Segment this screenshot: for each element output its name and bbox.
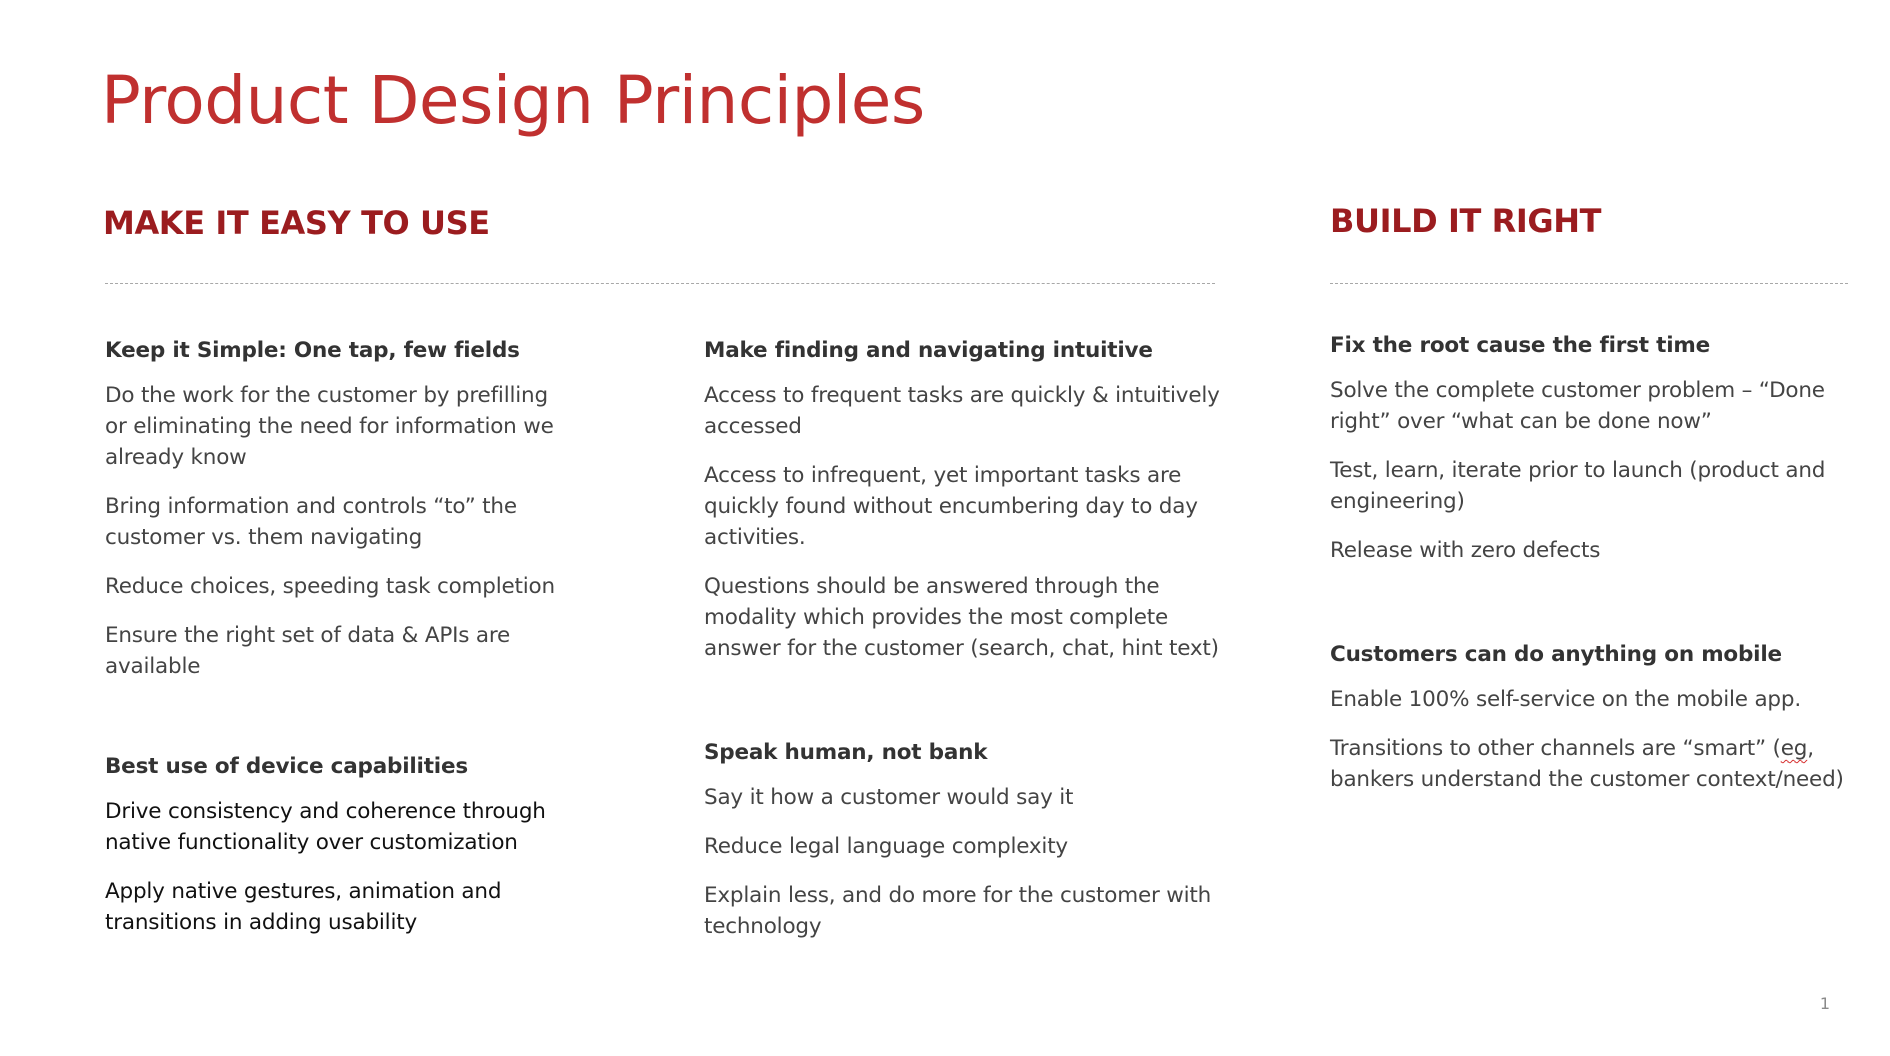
principle-item: Access to frequent tasks are quickly & intuitively accessed — [704, 383, 1220, 439]
text-segment: , bankers understand the customer context/need) — [1330, 736, 1844, 792]
column-finding-navigating — [704, 336, 1224, 1016]
principle-item: Do the work for the customer by prefilling or eliminating the need for information we already know — [105, 383, 554, 470]
principle-item: Ensure the right set of data & APIs are available — [105, 623, 511, 679]
principle-group-finding-navigating — [704, 336, 1224, 664]
group-title: Keep it Simple: One tap, few fields — [105, 338, 520, 363]
principle-group-speak-human — [704, 738, 1224, 942]
principle-item: Bring information and controls “to” the customer vs. them navigating — [105, 494, 517, 550]
principle-item: Explain less, and do more for the customer with technology — [704, 883, 1212, 939]
slide-title: Product Design Principles — [101, 62, 925, 139]
group-title: Customers can do anything on mobile — [1330, 642, 1782, 667]
principle-item: Enable 100% self-service on the mobile app. — [1330, 687, 1801, 712]
section-divider-right — [1330, 283, 1848, 284]
group-title: Speak human, not bank — [704, 740, 988, 765]
column-keep-simple — [105, 336, 575, 1012]
section-divider-easy — [105, 283, 1215, 284]
principle-item: Reduce legal language complexity — [704, 834, 1068, 859]
principle-item: Access to infrequent, yet important tasks are quickly found without encumbering day to day activities. — [704, 463, 1198, 550]
spellcheck-marked-word: eg — [1780, 736, 1808, 761]
principle-item: Questions should be answered through the modality which provides the most complete answer for the customer (search, chat, hint text) — [704, 574, 1219, 661]
principle-item: Test, learn, iterate prior to launch (product and engineering) — [1330, 458, 1826, 514]
page-number: 1 — [1819, 994, 1830, 1013]
principle-group-device-capabilities — [105, 752, 575, 938]
group-title: Make finding and navigating intuitive — [704, 338, 1153, 363]
section-heading-make-it-easy: MAKE IT EASY TO USE — [103, 204, 490, 242]
principle-item: Say it how a customer would say it — [704, 785, 1074, 810]
text-segment: Transitions to other channels are “smart” ( — [1330, 736, 1781, 761]
principle-item-smart-transitions — [1330, 733, 1850, 795]
principle-item: Drive consistency and coherence through native functionality over customization — [105, 799, 546, 855]
section-heading-build-it-right: BUILD IT RIGHT — [1330, 202, 1602, 240]
principle-item: Reduce choices, speeding task completion — [105, 574, 555, 599]
principle-group-keep-simple — [105, 336, 575, 682]
principle-group-root-cause — [1330, 331, 1850, 566]
column-build-it-right — [1330, 331, 1850, 869]
group-title: Best use of device capabilities — [105, 754, 468, 779]
principle-item: Apply native gestures, animation and transitions in adding usability — [105, 879, 502, 935]
group-title: Fix the root cause the first time — [1330, 333, 1710, 358]
principle-item: Release with zero defects — [1330, 538, 1601, 563]
principle-item: Solve the complete customer problem – “Done right” over “what can be done now” — [1330, 378, 1825, 434]
principle-group-mobile — [1330, 640, 1850, 795]
